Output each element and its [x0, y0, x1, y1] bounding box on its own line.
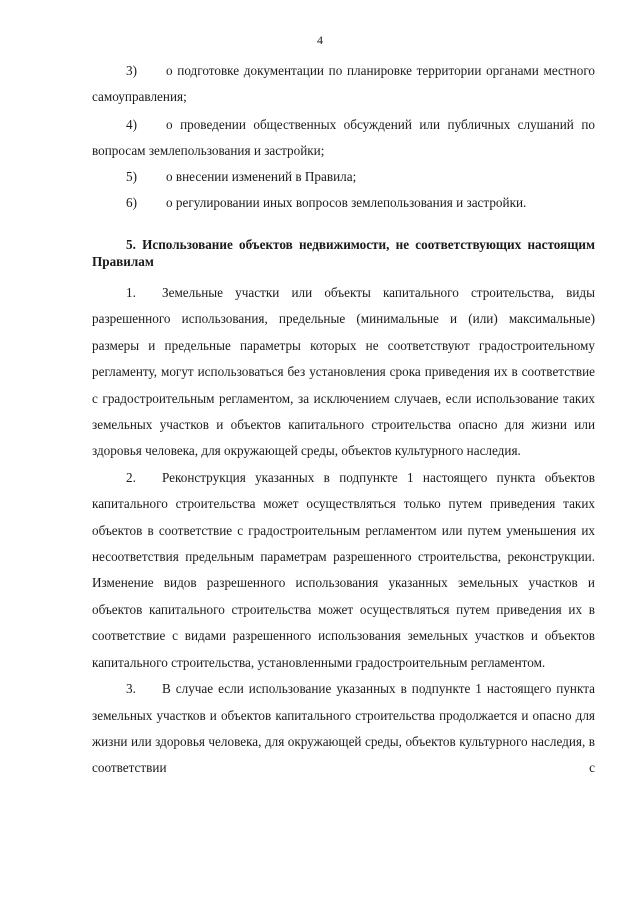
page-number: 4 [317, 33, 323, 47]
paragraph-text: Земельные участки или объекты капитального строительства, виды разрешенного использования, предельные (минимальные и (или) максимальные) размеры и предельные параметры которых не соответствуют градостроительному регламенту, могут использоваться без установления срока приведения их в соответствие с градостроительным регламентом, за исключением случаев, если использование таких земельных участков и объектов капитального строительства опасно для жизни или здоровья человека, для окружающей среды, объектов культурного наследия. [92, 285, 595, 459]
list-item [92, 164, 595, 190]
paragraph-number: 3. [126, 681, 136, 697]
list-item-text: о внесении изменений в Правила; [166, 169, 357, 184]
paragraph-number: 1. [126, 285, 136, 300]
list-item [92, 58, 595, 110]
paragraph-text: В случае если использование указанных в подпункте 1 настоящего пункта земельных участков и объектов капитального строительства продолжается и опасно для жизни или здоровья человека, для окружающей среды, объектов культурного наследия, в соответствии с [92, 681, 595, 776]
paragraph [92, 465, 595, 676]
list-item-number: 6) [126, 195, 137, 210]
paragraph-number: 2. [126, 469, 136, 485]
list-item-number: 3) [126, 63, 137, 78]
document-body [92, 58, 595, 782]
list-item-text: о проведении общественных обсуждений или публичных слушаний по вопросам землепользования и застройки; [92, 117, 595, 158]
list-item-text: о подготовке документации по планировке территории органами местного самоуправления; [92, 63, 595, 104]
section-heading: 5. Использование объектов недвижимости, не соответствующих настоящим Правилам [92, 237, 595, 269]
list-item [92, 190, 595, 216]
paragraph [92, 280, 595, 465]
list-item-number: 4) [126, 117, 137, 132]
list-item [92, 112, 595, 164]
list-item-text: о регулировании иных вопросов землепользования и застройки. [166, 195, 527, 210]
list-item-number: 5) [126, 169, 137, 184]
paragraph-text: Реконструкция указанных в подпункте 1 настоящего пункта объектов капитального строительства может осуществляться только путем приведения таких объектов в соответствие с градостроительным регламентом или путем уменьшения их несоответствия предельным параметрам разрешенного строительства, реконструкции. Изменение видов разрешенного использования указанных земельных участков и объектов капитального строительства может осуществляться путем приведения их в соответствие с видами разрешенного использования земельных участков и объектов капитального строительства, установленными градостроительным регламентом. [92, 469, 595, 670]
paragraph [92, 676, 595, 782]
